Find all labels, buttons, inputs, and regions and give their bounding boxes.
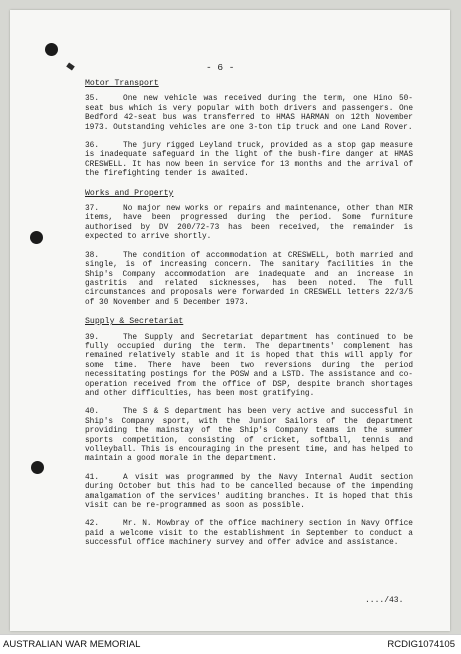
punch-hole-top: [45, 43, 58, 56]
paragraph-text: The jury rigged Leyland truck, provided as a stop gap measure is inadequate safeguard in the light of the bush-fire danger at HMAS CRESWELL. It has now been in service for 13 months and the arrival of the firefighting tender is awaited.: [85, 142, 413, 179]
paragraph-text: The Supply and Secretariat department has continued to be fully occupied during the term. The departments' complement has remained relatively stable and it is hoped that this will apply for some time. There have been two reversions during the period necessitating postings for the POSW and a LSTD. The assistance and co-operation received from the office of DSP, despite branch shortages and other difficulties, has been most gratifying.: [85, 333, 413, 398]
section-heading: Motor Transport: [85, 79, 159, 88]
punch-hole-middle: [30, 231, 43, 244]
paragraph-40: [85, 408, 413, 464]
paragraph-number: 37.: [85, 205, 100, 214]
punch-hole-bottom: [31, 461, 44, 474]
paragraph-number: 38.: [85, 251, 100, 260]
staple-mark: [66, 62, 75, 70]
paragraph-36: [85, 142, 413, 180]
section-supply-and-secretariat: [85, 317, 413, 549]
paragraph-number: 40.: [85, 408, 100, 417]
paragraph-41: [85, 474, 413, 512]
footer-institution: AUSTRALIAN WAR MEMORIAL: [3, 639, 141, 650]
paragraph-text: One new vehicle was received during the term, one Hino 50-seat bus which is very popular with both drivers and passengers. One Bedford 42-seat bus was transferred to HMAS HARMAN on 12th November 1973. Outstanding vehicles are one 3-ton tip truck and one Land Rover.: [85, 95, 413, 132]
paragraph-text: A visit was programmed by the Navy Internal Audit section during October but this had to be cancelled because of the impending amalgamation of the services' auditing branches. It is hoped that this visit can be re-programmed as soon as possible.: [85, 473, 413, 511]
archive-footer: [0, 634, 461, 654]
section-works-and-property: [85, 189, 413, 308]
continuation-marker: ..../43.: [365, 596, 404, 605]
footer-record-id: RCDIG1074105: [387, 639, 455, 650]
paragraph-text: The S & S department has been very active and successful in Ship's Company sport, with the Junior Sailors of the department providing the mainstay of the Ship's Company teams in the summer sports competition, consisting of cricket, softball, tennis and volleyball. This is encouraging in the present time, and has helped to maintain a good morale in the department.: [85, 408, 413, 464]
paragraph-number: 39.: [85, 333, 100, 342]
paragraph-number: 35.: [85, 95, 100, 104]
section-heading: Works and Property: [85, 188, 174, 198]
paragraph-35: [85, 95, 413, 133]
paragraph-text: No major new works or repairs and maintenance, other than MIR items, have been progressed during the period. Some furniture authorised by DV 200/72-73 has been received, the remainder is expected to arrive shortly.: [85, 205, 413, 242]
paragraph-number: 42.: [85, 520, 100, 529]
paragraph-37: [85, 205, 413, 243]
section-motor-transport: [85, 79, 413, 180]
page-number: - 6 -: [206, 62, 235, 73]
paragraph-38: [85, 252, 413, 308]
paragraph-text: Mr. N. Mowbray of the office machinery section in Navy Office paid a welcome visit to the establishment in September to conduct a successful office machinery survey and offer advice and assistance.: [85, 520, 413, 548]
paragraph-number: 36.: [85, 142, 100, 151]
paragraph-number: 41.: [85, 473, 100, 482]
paragraph-39: [85, 334, 413, 400]
paragraph-text: The condition of accommodation at CRESWELL, both married and single, is of increasing concern. The sanitary facilities in the Ship's Company accommodation are inadequate and an increase in gastritis and related sicknesses, has been noted. The full circumstances and proposals were forwarded in CRESWELL letters 22/3/5 of 30 November and 5 December 1973.: [85, 251, 413, 307]
document-body: [85, 76, 413, 558]
paragraph-42: [85, 520, 413, 548]
section-heading: Supply & Secretariat: [85, 317, 184, 327]
